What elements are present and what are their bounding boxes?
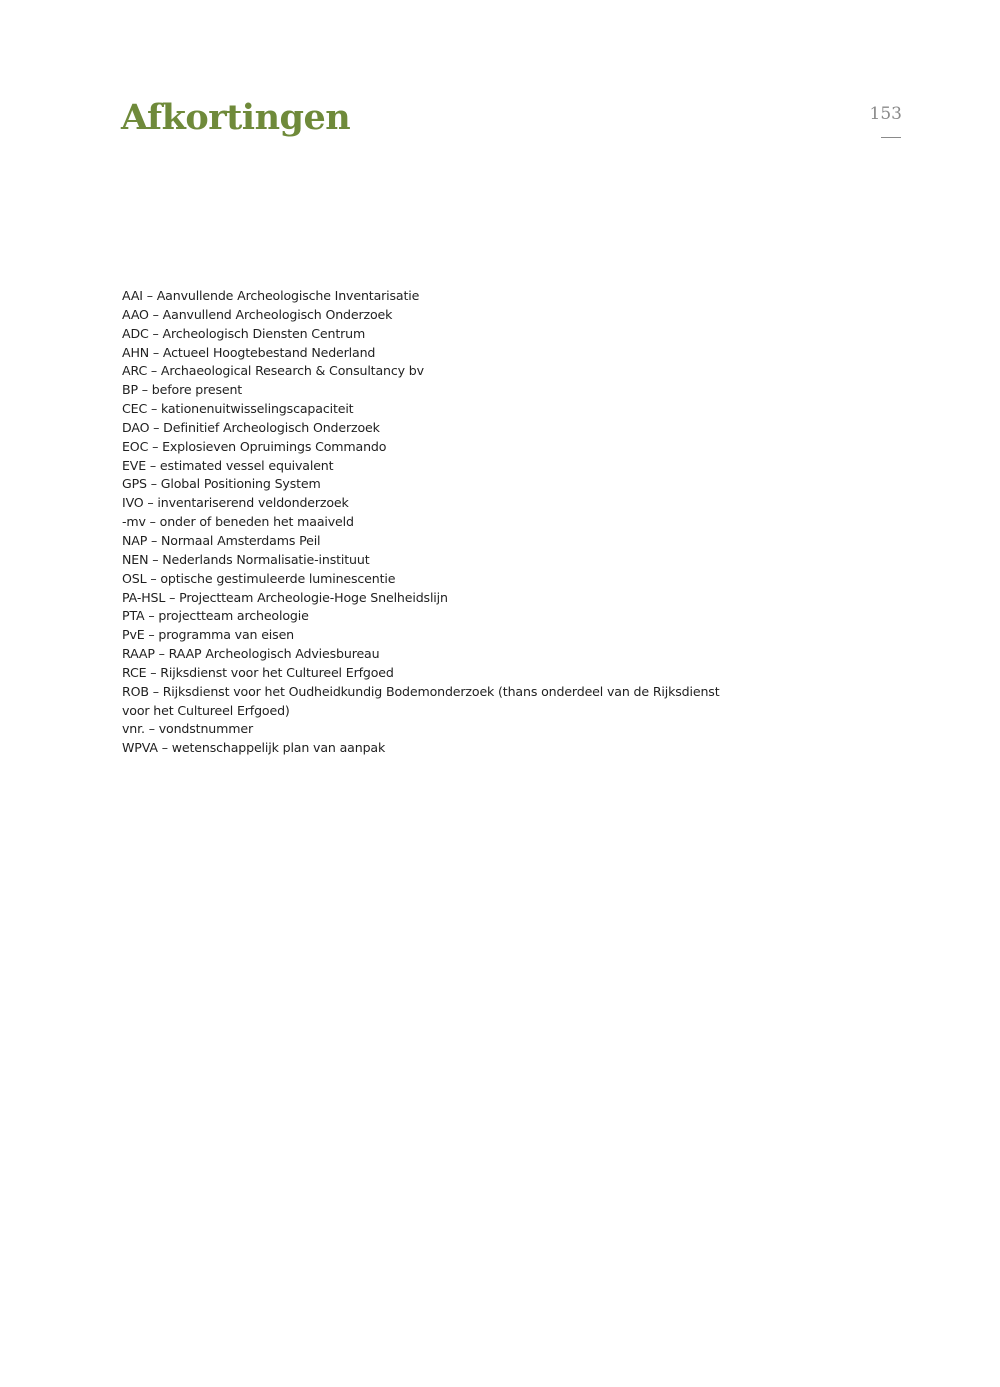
abbreviation-item: ROB – Rijksdienst voor het Oudheidkundig Bodemonderzoek (thans onderdeel van de Rijksdienst voor het Cultureel Erfgoed) [122, 683, 720, 718]
abbreviation-list [122, 287, 722, 758]
abbreviation-item: PvE – programma van eisen [122, 627, 294, 643]
abbreviation-item: AHN – Actueel Hoogtebestand Nederland [122, 344, 376, 360]
abbreviation-item: ARC – Archaeological Research & Consultancy bv [122, 363, 424, 379]
page-number-rule [881, 137, 901, 138]
abbreviation-item: -mv – onder of beneden het maaiveld [122, 514, 354, 530]
abbreviation-item: NAP – Normaal Amsterdams Peil [122, 532, 321, 548]
abbreviation-item: GPS – Global Positioning System [122, 476, 321, 492]
abbreviation-item: PTA – projectteam archeologie [122, 608, 309, 624]
abbreviation-item: EOC – Explosieven Opruimings Commando [122, 438, 387, 454]
abbreviation-item: PA-HSL – Projectteam Archeologie-Hoge Snelheidslijn [122, 589, 448, 605]
abbreviation-item: AAO – Aanvullend Archeologisch Onderzoek [122, 306, 393, 322]
page-title: Afkortingen [121, 97, 351, 138]
abbreviation-item: EVE – estimated vessel equivalent [122, 457, 334, 473]
abbreviation-item: BP – before present [122, 382, 243, 398]
abbreviation-item: NEN – Nederlands Normalisatie-instituut [122, 551, 370, 567]
abbreviation-item: CEC – kationenuitwisselingscapaciteit [122, 401, 354, 417]
abbreviation-item: WPVA – wetenschappelijk plan van aanpak [122, 740, 386, 756]
abbreviation-item: RCE – Rijksdienst voor het Cultureel Erfgoed [122, 664, 394, 680]
abbreviation-item: DAO – Definitief Archeologisch Onderzoek [122, 419, 380, 435]
abbreviation-item: AAI – Aanvullende Archeologische Inventarisatie [122, 288, 420, 303]
abbreviation-item: ADC – Archeologisch Diensten Centrum [122, 325, 366, 341]
abbreviation-item: RAAP – RAAP Archeologisch Adviesbureau [122, 646, 380, 662]
abbreviation-item: vnr. – vondstnummer [122, 721, 253, 737]
abbreviation-item: OSL – optische gestimuleerde luminescentie [122, 570, 396, 586]
abbreviation-item: IVO – inventariserend veldonderzoek [122, 495, 349, 511]
page-number: 153 [869, 104, 902, 124]
